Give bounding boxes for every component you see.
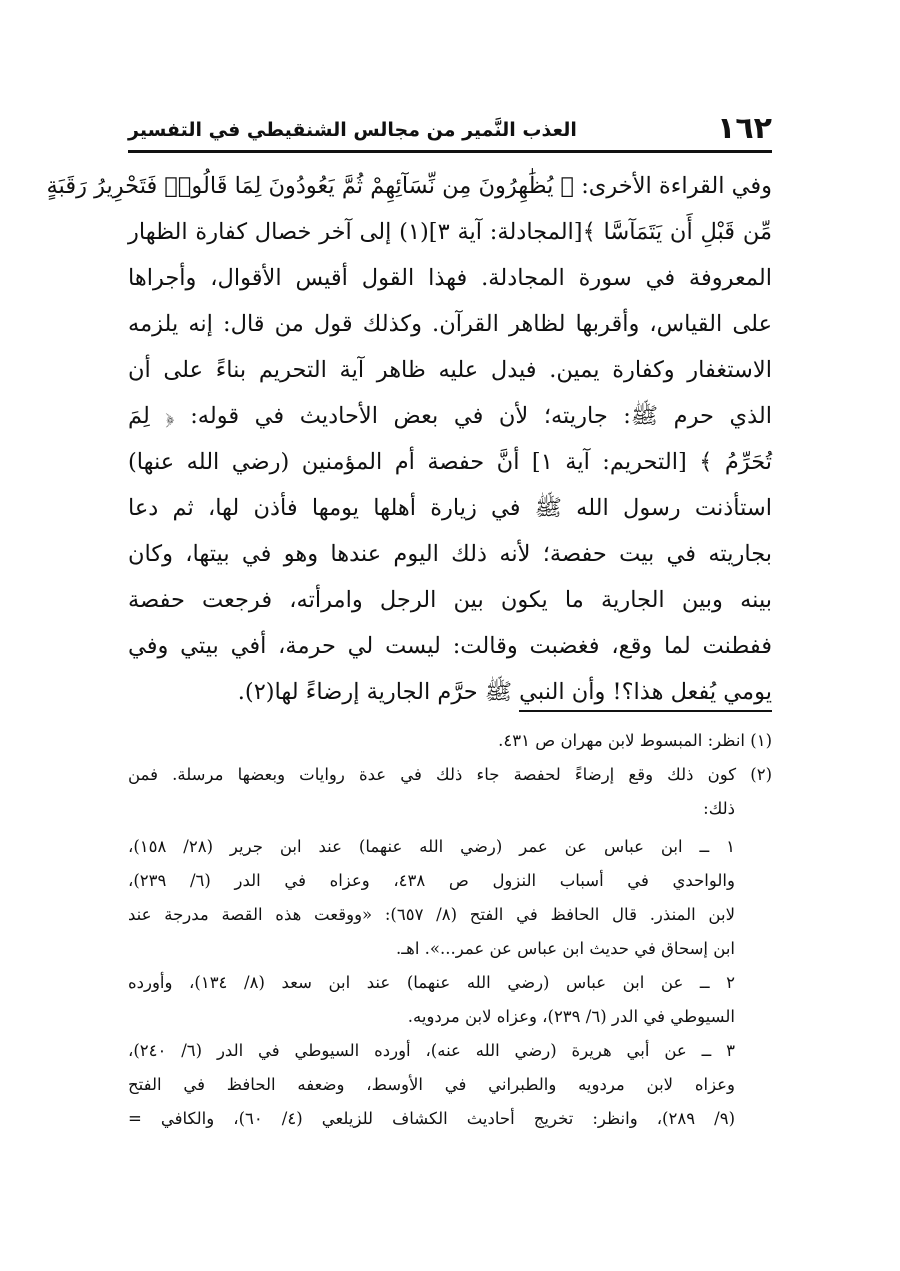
header-rule	[128, 150, 772, 153]
footnote-line: السيوطي في الدر (٦/ ٢٣٩)، وعزاه لابن مردويه.	[407, 1007, 735, 1026]
text-line: استأذنت رسول الله ﷺ في زيارة أهلها يومها فأذن لها، ثم دعا	[128, 495, 772, 521]
footnote-line: لابن المنذر. قال الحافظ في الفتح (٨/ ٦٥٧): «ووقعت هذه القصة مدرجة عند	[128, 905, 735, 924]
main-text	[46, 163, 772, 715]
text-line: بينه وبين الجارية ما يكون بين الرجل وامرأته، فرجعت حفصة	[128, 587, 772, 613]
text-line: على القياس، وأقربها لظاهر القرآن. وكذلك قول من قال: إنه يلزمه	[128, 311, 772, 337]
text-line: مِّن قَبْلِ أَن يَتَمَآسَّا ﴾[المجادلة: آية ٣](١) إلى آخر خصال كفارة الظهار	[128, 219, 772, 245]
footnote-separator	[519, 710, 772, 712]
text-line: وفي القراءة الأخرى: ﴿ يُظَٰهِرُونَ مِن نِّسَآئِهِمْ ثُمَّ يَعُودُونَ لِمَا قَالُوا۟ فَتَحْرِيرُ رَقَبَةٍ	[46, 173, 772, 199]
text-line: تُحَرِّمُ ﴾ [التحريم: آية ١] أنَّ حفصة أم المؤمنين (رضي الله عنها)	[128, 449, 772, 475]
text-line: بجاريته في بيت حفصة؛ لأنه ذلك اليوم عندها وهو في بيتها، وكان	[128, 541, 772, 567]
text-line: يومي يُفعل هذا؟! وأن النبي ﷺ حرَّم الجارية إرضاءً لها(٢).	[237, 679, 772, 705]
footnote-line: ٣ ــ عن أبي هريرة (رضي الله عنه)، أورده السيوطي في الدر (٦/ ٢٤٠)،	[128, 1041, 735, 1060]
footnote-line: ١ ــ ابن عباس عن عمر (رضي الله عنهما) عند ابن جرير (٢٨/ ١٥٨)،	[128, 837, 735, 856]
page-number: ١٦٢	[717, 111, 772, 146]
footnote-line: ٢ ــ عن ابن عباس (رضي الله عنهما) عند ابن سعد (٨/ ١٣٤)، وأورده	[128, 973, 736, 992]
text-line: الاستغفار وكفارة يمين. فيدل عليه ظاهر آية التحريم بناءً على أن	[128, 357, 772, 383]
text-line: الذي حرم ﷺ: جاريته؛ لأن في بعض الأحاديث في قوله: ﴿ لِمَ	[128, 403, 772, 429]
footnote-line: ذلك:	[703, 799, 735, 818]
text-line: المعروفة في سورة المجادلة. فهذا القول أقيس الأقوال، وأجراها	[128, 265, 772, 291]
footnote-line: وعزاه لابن مردويه والطبراني في الأوسط، وضعفه الحافظ في الفتح	[128, 1075, 735, 1094]
footnotes	[128, 724, 772, 1136]
running-title: العذب النَّمير من مجالس الشنقيطي في التفسير	[128, 119, 577, 141]
text-line: ففطنت لما وقع، فغضبت وقالت: ليست لي حرمة، أفي بيتي وفي	[128, 633, 772, 659]
page-header	[128, 108, 772, 144]
footnote-line: (٩/ ٢٨٩)، وانظر: تخريج أحاديث الكشاف للزيلعي (٤/ ٦٠)، والكافي =	[128, 1109, 736, 1128]
footnote-line: (١) انظر: المبسوط لابن مهران ص ٤٣١.	[498, 731, 772, 750]
footnote-line: (٢) كون ذلك وقع إرضاءً لحفصة جاء ذلك في عدة روايات وبعضها مرسلة. فمن	[128, 765, 772, 784]
footnote-line: ابن إسحاق في حديث ابن عباس عن عمر...». اهـ.	[396, 939, 735, 958]
footnote-line: والواحدي في أسباب النزول ص ٤٣٨، وعزاه في الدر (٦/ ٢٣٩)،	[128, 871, 735, 890]
